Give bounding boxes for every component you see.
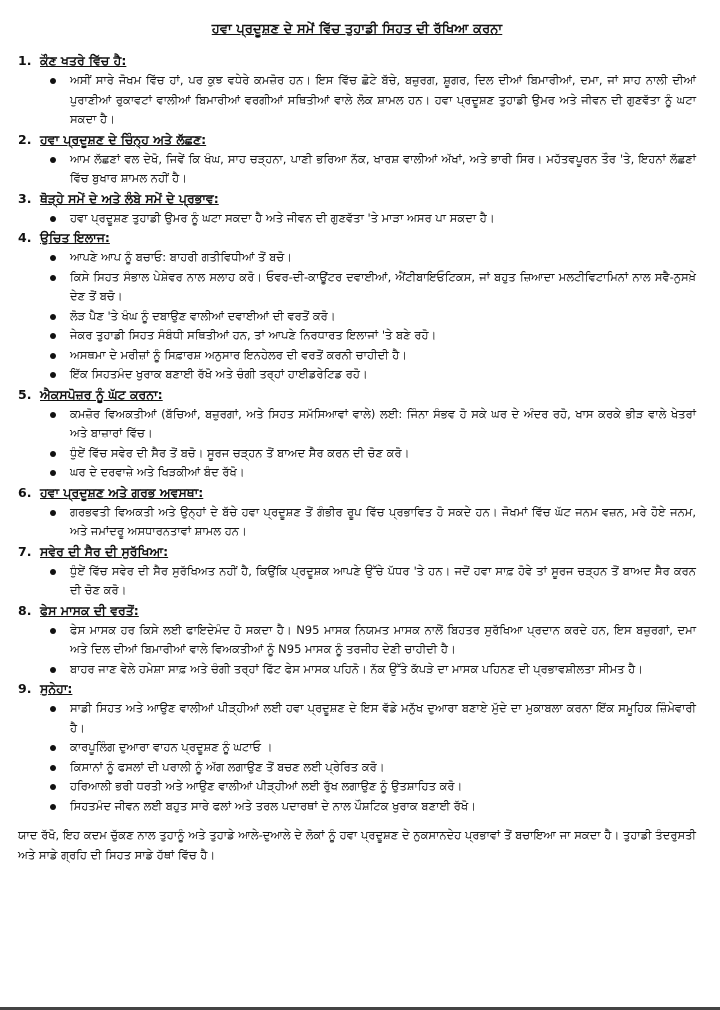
section bbox=[18, 542, 696, 601]
section-number: 4. bbox=[18, 230, 32, 245]
bullet-dot-icon bbox=[50, 333, 56, 339]
bullet-item bbox=[50, 405, 696, 444]
section bbox=[18, 601, 696, 680]
bullet-list bbox=[18, 150, 696, 189]
bullet-dot-icon bbox=[50, 412, 56, 418]
section-title: ਥੋੜ੍ਹੇ ਸਮੇਂ ਦੇ ਅਤੇ ਲੰਬੇ ਸਮੇਂ ਦੇ ਪ੍ਰਭਾਵ: bbox=[40, 190, 219, 206]
section-number: 7. bbox=[18, 543, 32, 559]
bullet-text: ਸਾਡੀ ਸਿਹਤ ਅਤੇ ਆਉਣ ਵਾਲੀਆਂ ਪੀੜ੍ਹੀਆਂ ਲਈ ਹਵਾ ਪ੍ਰਦੂਸ਼ਣ ਦੇ ਇਸ ਵੱਡੇ ਮਨੁੱਖ ਦੁਆਰਾ ਬਣਾਏ ਮੁੱਦੇ ਦਾ ਮੁਕਾਬਲਾ ਕਰਨਾ ਇੱਕ ਸਮੂਹਿਕ ਜ਼ਿੰਮੇਵਾਰੀ ਹੈ। bbox=[70, 701, 696, 735]
section bbox=[18, 483, 696, 542]
section-number: 9. bbox=[18, 681, 32, 696]
bullet-text: ਬਾਹਰ ਜਾਣ ਵੇਲੇ ਹਮੇਸ਼ਾ ਸਾਫ਼ ਅਤੇ ਚੰਗੀ ਤਰ੍ਹਾਂ ਫਿੱਟ ਫੇਸ ਮਾਸਕ ਪਹਿਨੋ। ਨੱਕ ਉੱਤੇ ਕੱਪੜੇ ਦਾ ਮਾਸਕ ਪਹਿਨਣ ਦੀ ਪ੍ਰਭਾਵਸ਼ੀਲਤਾ ਸੀਮਤ ਹੈ। bbox=[70, 661, 643, 676]
section-title: ਹਵਾ ਪ੍ਰਦੂਸ਼ਣ ਅਤੇ ਗਰਭ ਅਵਸਥਾ: bbox=[40, 484, 204, 500]
section-title: ਸਵੇਰ ਦੀ ਸੈਰ ਦੀ ਸੁਰੱਖਿਆ: bbox=[40, 543, 169, 559]
bullet-list bbox=[18, 562, 696, 601]
section-heading bbox=[18, 130, 696, 150]
bullet-text: ਆਪਣੇ ਆਪ ਨੂੰ ਬਚਾਓ: ਬਾਹਰੀ ਗਤੀਵਿਧੀਆਂ ਤੋਂ ਬਚੋ। bbox=[70, 250, 292, 264]
bullet-dot-icon bbox=[50, 216, 56, 222]
bullet-dot-icon bbox=[50, 784, 56, 790]
bullet-text: ਘਰ ਦੇ ਦਰਵਾਜ਼ੇ ਅਤੇ ਖਿੜਕੀਆਂ ਬੰਦ ਰੱਖੋ। bbox=[70, 465, 245, 479]
closing-paragraph: ਯਾਦ ਰੱਖੋ, ਇਹ ਕਦਮ ਚੁੱਕਣ ਨਾਲ ਤੁਹਾਨੂੰ ਅਤੇ ਤੁਹਾਡੇ ਆਲੇ-ਦੁਆਲੇ ਦੇ ਲੋਕਾਂ ਨੂੰ ਹਵਾ ਪ੍ਰਦੂਸ਼ਣ ਦੇ ਨੁਕਸਾਨਦੇਹ ਪ੍ਰਭਾਵਾਂ ਤੋਂ ਬਚਾਇਆ ਜਾ ਸਕਦਾ ਹੈ। ਤੁਹਾਡੀ ਤੰਦਰੁਸਤੀ ਅਤੇ ਸਾਡੇ ਗ੍ਰਹਿ ਦੀ ਸਿਹਤ ਸਾਡੇ ਹੱਥਾਂ ਵਿੱਚ ਹੈ। bbox=[18, 828, 696, 862]
bullet-dot-icon bbox=[50, 353, 56, 359]
bullet-text: ਧੁੰਏਂ ਵਿੱਚ ਸਵੇਰ ਦੀ ਸੈਰ ਸੁਰੱਖਿਅਤ ਨਹੀਂ ਹੈ, ਕਿਉਂਕਿ ਪ੍ਰਦੂਸ਼ਕ ਆਪਣੇ ਉੱਚੇ ਪੱਧਰ 'ਤੇ ਹਨ। ਜਦੋਂ ਹਵਾ ਸਾਫ਼ ਹੋਵੇ ਤਾਂ ਸੂਰਜ ਚੜ੍ਹਨ ਤੋਂ ਬਾਅਦ ਸੈਰ ਕਰਨ ਦੀ ਚੋਣ ਕਰੋ। bbox=[70, 563, 696, 597]
section bbox=[18, 130, 696, 189]
section bbox=[18, 51, 696, 130]
bullet-item bbox=[50, 365, 696, 385]
bullet-item bbox=[50, 463, 696, 483]
bullet-text: ਕਿਸਾਨਾਂ ਨੂੰ ਫਸਲਾਂ ਦੀ ਪਰਾਲੀ ਨੂੰ ਅੱਗ ਲਗਾਉਣ ਤੋਂ ਬਚਣ ਲਈ ਪ੍ਰੇਰਿਤ ਕਰੋ। bbox=[70, 759, 385, 774]
section-heading bbox=[18, 228, 696, 248]
bullet-text: ਹਰਿਆਲੀ ਭਰੀ ਧਰਤੀ ਅਤੇ ਆਉਣ ਵਾਲੀਆਂ ਪੀੜ੍ਹੀਆਂ ਲਈ ਰੁੱਖ ਲਗਾਉਣ ਨੂੰ ਉਤਸ਼ਾਹਿਤ ਕਰੋ। bbox=[70, 779, 463, 793]
section-number: 2. bbox=[18, 131, 32, 147]
bullet-text: ਲੋੜ ਪੈਣ 'ਤੇ ਖੰਘ ਨੂੰ ਦਬਾਉਣ ਵਾਲੀਆਂ ਦਵਾਈਆਂ ਦੀ ਵਰਤੋਂ ਕਰੋ। bbox=[70, 308, 336, 323]
bullet-dot-icon bbox=[50, 470, 56, 476]
section-title: ਹਵਾ ਪ੍ਰਦੂਸ਼ਣ ਦੇ ਚਿੰਨ੍ਹ ਅਤੇ ਲੱਛਣ: bbox=[40, 131, 207, 147]
bullet-dot-icon bbox=[50, 569, 56, 575]
section-heading bbox=[18, 483, 696, 503]
bullet-dot-icon bbox=[50, 628, 56, 634]
bullet-dot-icon bbox=[50, 157, 56, 163]
section-title: ਫੇਸ ਮਾਸਕ ਦੀ ਵਰਤੋਂ: bbox=[40, 602, 139, 618]
sections-container bbox=[18, 51, 696, 816]
bullet-item bbox=[50, 797, 696, 817]
bullet-text: ਗਰਭਵਤੀ ਵਿਅਕਤੀ ਅਤੇ ਉਨ੍ਹਾਂ ਦੇ ਬੱਚੇ ਹਵਾ ਪ੍ਰਦੂਸ਼ਣ ਤੋਂ ਗੰਭੀਰ ਰੂਪ ਵਿੱਚ ਪ੍ਰਭਾਵਿਤ ਹੋ ਸਕਦੇ ਹਨ। ਜੋਖਮਾਂ ਵਿੱਚ ਘੱਟ ਜਨਮ ਵਜ਼ਨ, ਮਰੇ ਹੋਏ ਜਨਮ, ਅਤੇ ਜਮਾਂਦਰੂ ਅਸਧਾਰਨਤਾਵਾਂ ਸ਼ਾਮਲ ਹਨ। bbox=[70, 504, 696, 538]
bullet-dot-icon bbox=[50, 667, 56, 673]
bullet-text: ਕਾਰਪੂਲਿੰਗ ਦੁਆਰਾ ਵਾਹਨ ਪ੍ਰਦੂਸ਼ਣ ਨੂੰ ਘਟਾਓ । bbox=[70, 740, 273, 754]
bullet-list bbox=[18, 71, 696, 130]
bullet-text: ਸਿਹਤਮੰਦ ਜੀਵਨ ਲਈ ਬਹੁਤ ਸਾਰੇ ਫਲਾਂ ਅਤੇ ਤਰਲ ਪਦਾਰਥਾਂ ਦੇ ਨਾਲ ਪੌਸ਼ਟਿਕ ਖੁਰਾਕ ਬਣਾਈ ਰੱਖੋ। bbox=[70, 798, 476, 813]
section-heading bbox=[18, 385, 696, 405]
bullet-list bbox=[18, 699, 696, 816]
bullet-dot-icon bbox=[50, 510, 56, 516]
bullet-item bbox=[50, 660, 696, 680]
document-title: ਹਵਾ ਪ੍ਰਦੂਸ਼ਣ ਦੇ ਸਮੇਂ ਵਿੱਚ ਤੁਹਾਡੀ ਸਿਹਤ ਦੀ ਰੱਖਿਆ ਕਰਨਾ bbox=[211, 22, 503, 37]
section bbox=[18, 679, 696, 816]
bullet-dot-icon bbox=[50, 706, 56, 712]
section-title: ਸੁਨੇਹਾ: bbox=[40, 681, 73, 696]
bullet-dot-icon bbox=[50, 745, 56, 751]
section-number: 1. bbox=[18, 53, 32, 68]
bullet-dot-icon bbox=[50, 372, 56, 378]
bullet-dot-icon bbox=[50, 255, 56, 261]
bullet-list bbox=[18, 248, 696, 385]
bullet-text: ਹਵਾ ਪ੍ਰਦੂਸ਼ਣ ਤੁਹਾਡੀ ਉਮਰ ਨੂੰ ਘਟਾ ਸਕਦਾ ਹੈ ਅਤੇ ਜੀਵਨ ਦੀ ਗੁਣਵੱਤਾ 'ਤੇ ਮਾੜਾ ਅਸਰ ਪਾ ਸਕਦਾ ਹੈ। bbox=[70, 210, 495, 225]
bullet-item bbox=[50, 503, 696, 542]
section bbox=[18, 228, 696, 385]
bullet-dot-icon bbox=[50, 765, 56, 771]
section-heading bbox=[18, 542, 696, 562]
section bbox=[18, 189, 696, 229]
section-number: 3. bbox=[18, 190, 32, 206]
bullet-text: ਕਿਸੇ ਸਿਹਤ ਸੰਭਾਲ ਪੇਸ਼ੇਵਰ ਨਾਲ ਸਲਾਹ ਕਰੋ। ਓਵਰ-ਦੀ-ਕਾਊਂਟਰ ਦਵਾਈਆਂ, ਐਂਟੀਬਾਇਓਟਿਕਸ, ਜਾਂ ਬਹੁਤ ਜ਼ਿਆਦਾ ਮਲਟੀਵਿਟਾਮਿਨਾਂ ਨਾਲ ਸਵੈ-ਨੁਸਖ਼ੇ ਦੇਣ ਤੋਂ ਬਚੋ। bbox=[70, 269, 696, 303]
bullet-dot-icon bbox=[50, 314, 56, 320]
bullet-item bbox=[50, 71, 696, 130]
bullet-item bbox=[50, 758, 696, 778]
bullet-item bbox=[50, 777, 696, 797]
bullet-dot-icon bbox=[50, 78, 56, 84]
bullet-item bbox=[50, 326, 696, 346]
bullet-text: ਇੱਕ ਸਿਹਤਮੰਦ ਖੁਰਾਕ ਬਣਾਈ ਰੱਖੋ ਅਤੇ ਚੰਗੀ ਤਰ੍ਹਾਂ ਹਾਈਡਰੇਟਿਡ ਰਹੋ। bbox=[70, 367, 368, 381]
section-title: ਉਚਿਤ ਇਲਾਜ: bbox=[40, 230, 110, 245]
section-number: 8. bbox=[18, 602, 32, 618]
bullet-item bbox=[50, 346, 696, 366]
section-heading bbox=[18, 189, 696, 209]
section-number: 5. bbox=[18, 386, 32, 402]
section-number: 6. bbox=[18, 484, 32, 500]
bullet-text: ਫੇਸ ਮਾਸਕ ਹਰ ਕਿਸੇ ਲਈ ਫਾਇਦੇਮੰਦ ਹੋ ਸਕਦਾ ਹੈ। N95 ਮਾਸਕ ਨਿਯਮਤ ਮਾਸਕ ਨਾਲੋਂ ਬਿਹਤਰ ਸੁਰੱਖਿਆ ਪ੍ਰਦਾਨ ਕਰਦੇ ਹਨ, ਇਸ ਬਜ਼ੁਰਗਾਂ, ਦਮਾ ਅਤੇ ਦਿਲ ਦੀਆਂ ਬਿਮਾਰੀਆਂ ਵਾਲੇ ਵਿਅਕਤੀਆਂ ਨੂੰ N95 ਮਾਸਕ ਨੂੰ ਤਰਜੀਹ ਦੇਣੀ ਚਾਹੀਦੀ ਹੈ। bbox=[70, 622, 696, 656]
section bbox=[18, 385, 696, 483]
bullet-item bbox=[50, 562, 696, 601]
bullet-list bbox=[18, 503, 696, 542]
bullet-text: ਆਮ ਲੱਛਣਾਂ ਵਲ ਦੇਖੋ, ਜਿਵੇਂ ਕਿ ਖੰਘ, ਸਾਹ ਚੜ੍ਹਨਾ, ਪਾਣੀ ਭਰਿਆ ਨੱਕ, ਖਾਰਸ਼ ਵਾਲੀਆਂ ਅੱਖਾਂ, ਅਤੇ ਭਾਰੀ ਸਿਰ। ਮਹੱਤਵਪੂਰਨ ਤੌਰ 'ਤੇ, ਇਹਨਾਂ ਲੱਛਣਾਂ ਵਿੱਚ ਬੁਖਾਰ ਸ਼ਾਮਲ ਨਹੀਂ ਹੈ। bbox=[70, 151, 696, 185]
bullet-item bbox=[50, 150, 696, 189]
bullet-list bbox=[18, 405, 696, 483]
section-heading bbox=[18, 601, 696, 621]
bullet-item bbox=[50, 699, 696, 738]
bullet-item bbox=[50, 738, 696, 758]
section-heading bbox=[18, 51, 696, 71]
bullet-dot-icon bbox=[50, 804, 56, 810]
bullet-text: ਅਸਥਮਾ ਦੇ ਮਰੀਜ਼ਾਂ ਨੂੰ ਸਿਫ਼ਾਰਸ਼ ਅਨੁਸਾਰ ਇਨਹੇਲਰ ਦੀ ਵਰਤੋਂ ਕਰਨੀ ਚਾਹੀਦੀ ਹੈ। bbox=[70, 347, 408, 362]
section-title: ਕੌਣ ਖਤਰੇ ਵਿੱਚ ਹੈ: bbox=[40, 53, 127, 68]
bullet-item bbox=[50, 307, 696, 327]
bullet-dot-icon bbox=[50, 275, 56, 281]
bullet-list bbox=[18, 621, 696, 680]
bullet-text: ਕਮਜ਼ੋਰ ਵਿਅਕਤੀਆਂ (ਬੱਚਿਆਂ, ਬਜ਼ੁਰਗਾਂ, ਅਤੇ ਸਿਹਤ ਸਮੱਸਿਆਵਾਂ ਵਾਲੇ) ਲਈ: ਜਿੰਨਾ ਸੰਭਵ ਹੋ ਸਕੇ ਘਰ ਦੇ ਅੰਦਰ ਰਹੋ, ਖਾਸ ਕਰਕੇ ਭੀੜ ਵਾਲੇ ਖੇਤਰਾਂ ਅਤੇ ਬਾਜ਼ਾਰਾਂ ਵਿੱਚ। bbox=[70, 406, 696, 440]
bullet-list bbox=[18, 209, 696, 229]
bullet-item bbox=[50, 444, 696, 464]
bullet-item bbox=[50, 621, 696, 660]
bullet-text: ਅਸੀਂ ਸਾਰੇ ਜੋਖਮ ਵਿੱਚ ਹਾਂ, ਪਰ ਕੁਝ ਵਧੇਰੇ ਕਮਜ਼ੋਰ ਹਨ। ਇਸ ਵਿੱਚ ਛੋਟੇ ਬੱਚੇ, ਬਜ਼ੁਰਗ, ਸ਼ੂਗਰ, ਦਿਲ ਦੀਆਂ ਬਿਮਾਰੀਆਂ, ਦਮਾ, ਜਾਂ ਸਾਹ ਨਾਲੀ ਦੀਆਂ ਪੁਰਾਣੀਆਂ ਰੁਕਾਵਟਾਂ ਵਾਲੀਆਂ ਬਿਮਾਰੀਆਂ ਵਰਗੀਆਂ ਸਥਿਤੀਆਂ ਵਾਲੇ ਲੋਕ ਸ਼ਾਮਲ ਹਨ। ਹਵਾ ਪ੍ਰਦੂਸ਼ਣ ਤੁਹਾਡੀ ਉਮਰ ਅਤੇ ਜੀਵਨ ਦੀ ਗੁਣਵੱਤਾ ਨੂੰ ਘਟਾ ਸਕਦਾ ਹੈ। bbox=[70, 73, 696, 126]
bullet-dot-icon bbox=[50, 451, 56, 457]
bullet-item bbox=[50, 209, 696, 229]
bullet-item bbox=[50, 268, 696, 307]
section-title: ਐਕਸਪੋਜ਼ਰ ਨੂੰ ਘੱਟ ਕਰਨਾ: bbox=[40, 386, 163, 402]
bullet-text: ਧੁੰਏਂ ਵਿੱਚ ਸਵੇਰ ਦੀ ਸੈਰ ਤੋਂ ਬਚੋ। ਸੂਰਜ ਚੜ੍ਹਨ ਤੋਂ ਬਾਅਦ ਸੈਰ ਕਰਨ ਦੀ ਚੋਣ ਕਰੋ। bbox=[70, 445, 410, 460]
bullet-item bbox=[50, 248, 696, 268]
bullet-text: ਜੇਕਰ ਤੁਹਾਡੀ ਸਿਹਤ ਸੰਬੰਧੀ ਸਥਿਤੀਆਂ ਹਨ, ਤਾਂ ਆਪਣੇ ਨਿਰਧਾਰਤ ਇਲਾਜਾਂ 'ਤੇ ਬਣੇ ਰਹੋ। bbox=[70, 328, 437, 342]
section-heading bbox=[18, 679, 696, 699]
